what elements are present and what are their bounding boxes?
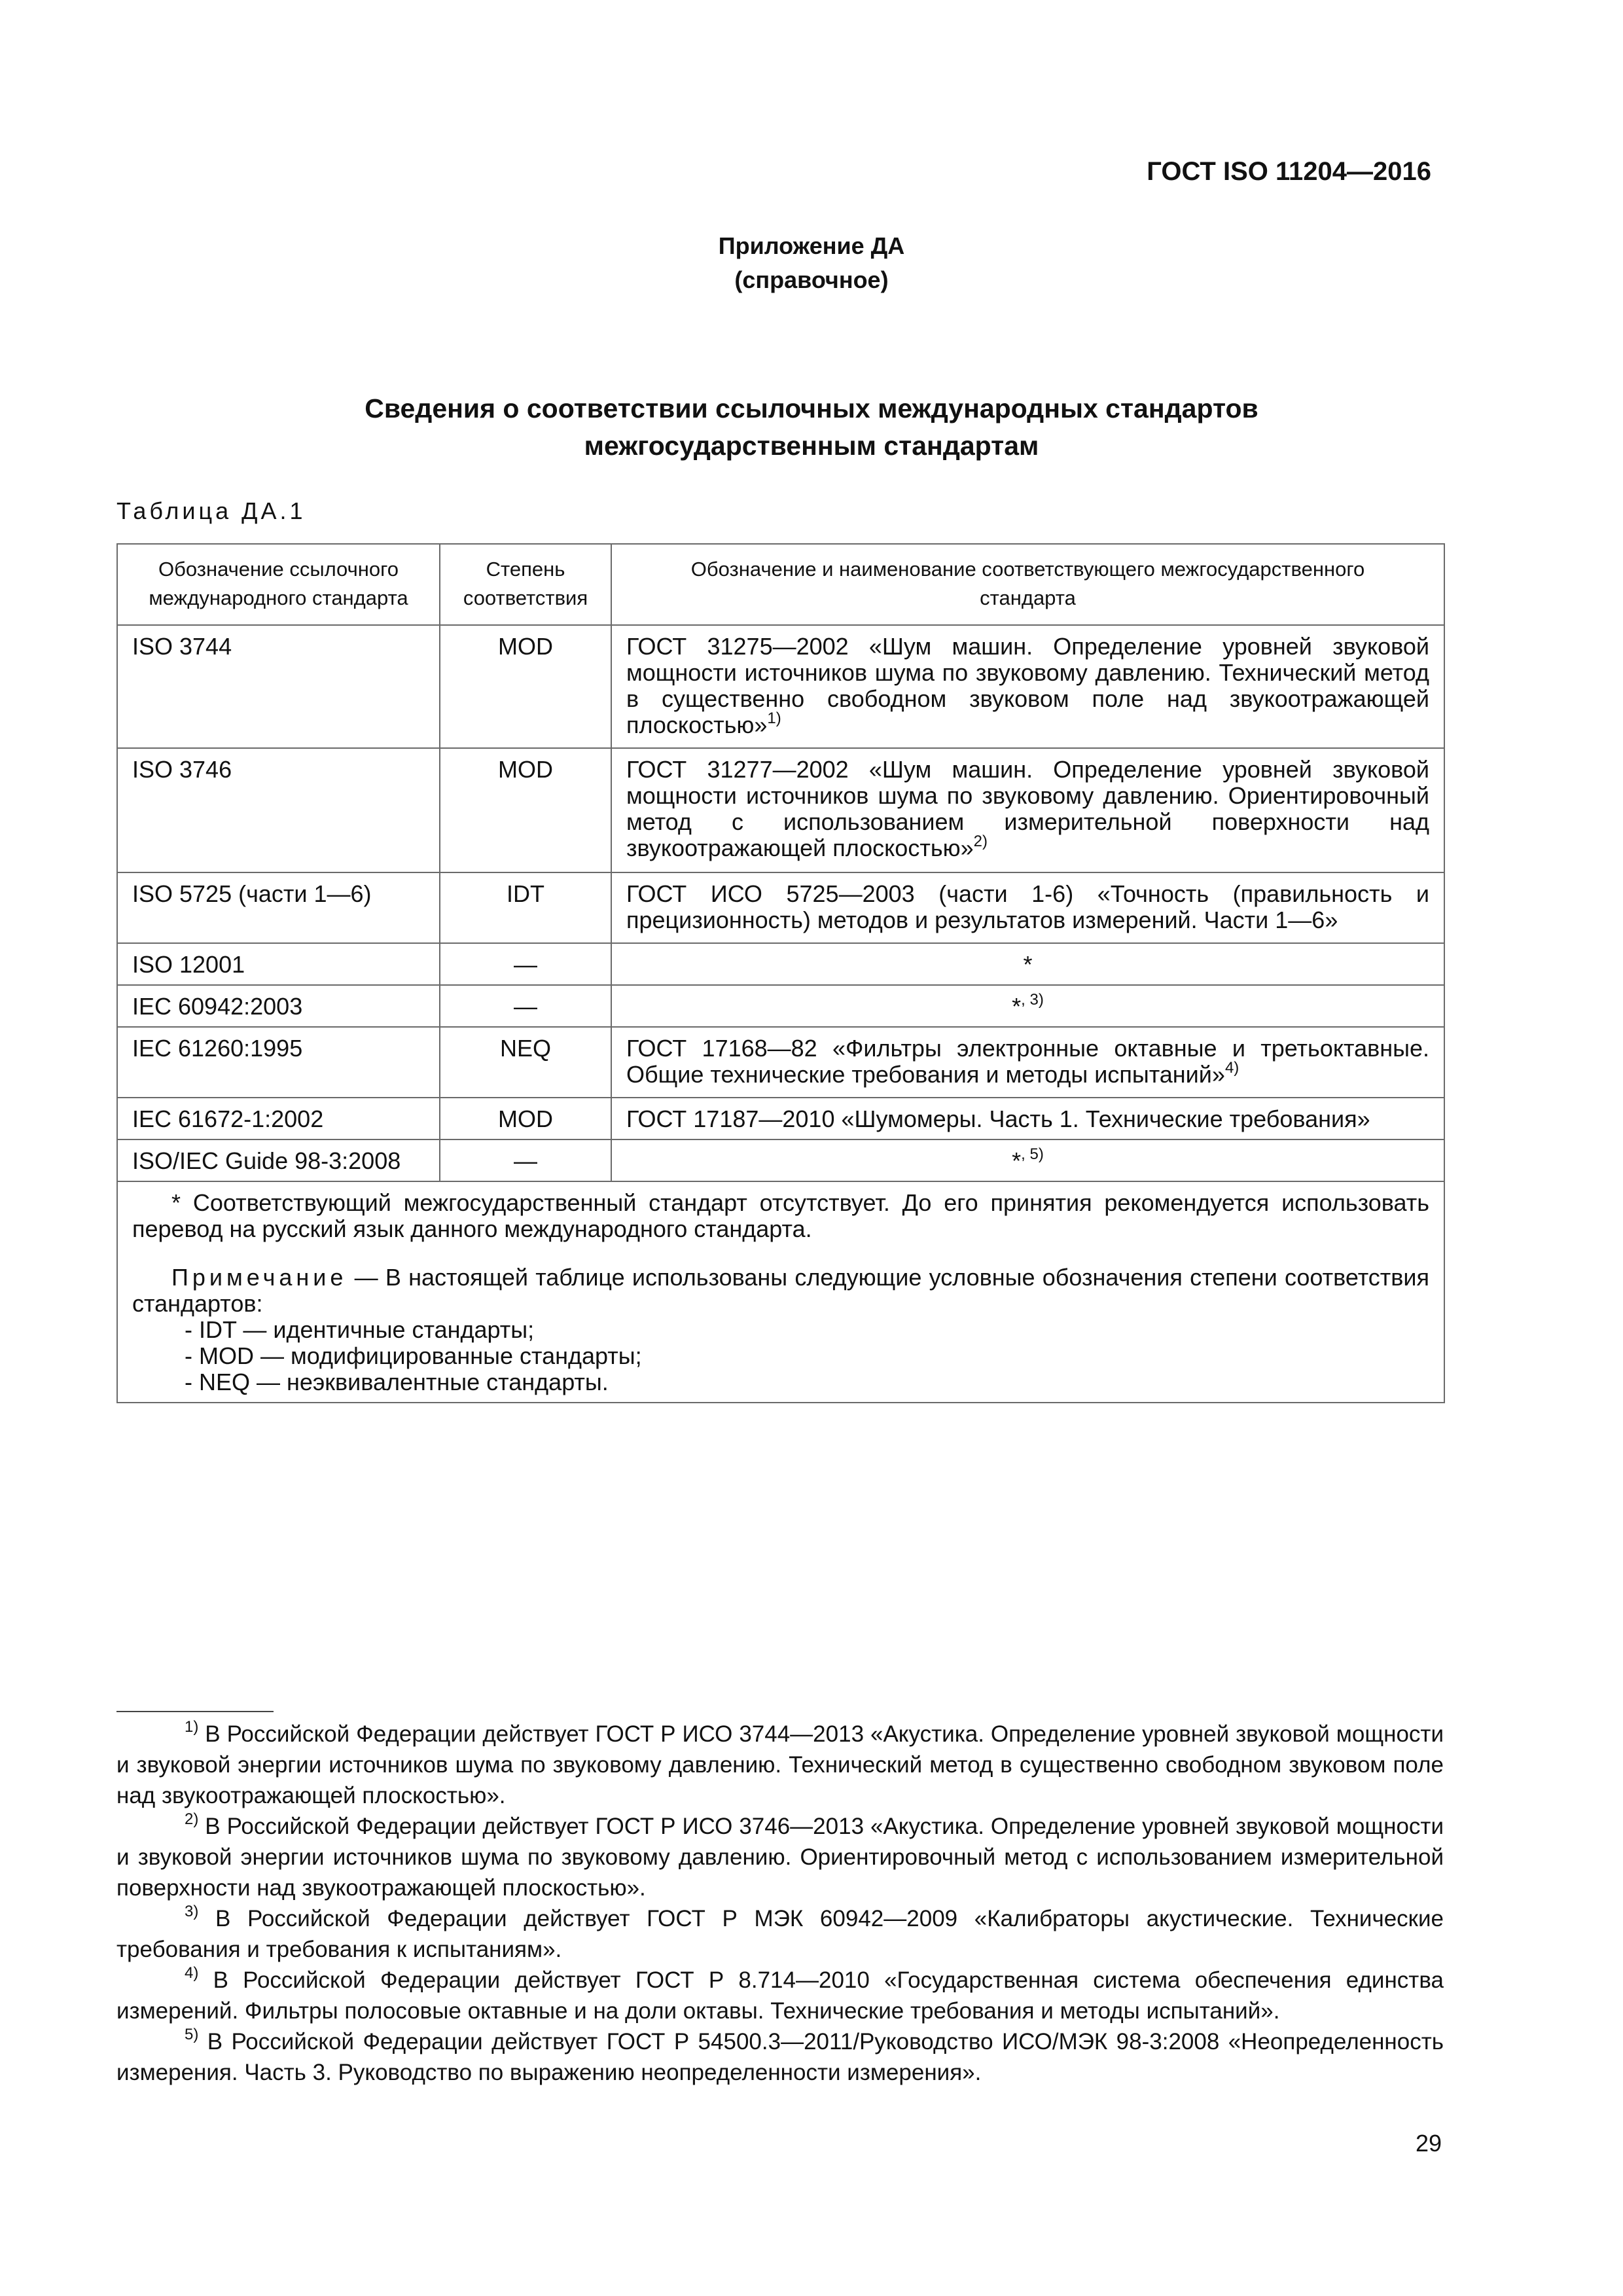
- reference-standard-cell: ISO 12001: [117, 943, 440, 985]
- footnote-mark: 3): [185, 1903, 199, 1921]
- main-title-line-2: межгосударственным стандартам: [584, 431, 1039, 461]
- table-caption: Таблица ДА.1: [116, 497, 306, 524]
- footnote-mark: 1): [185, 1718, 199, 1736]
- list-item: - IDT — идентичные стандарты;: [185, 1316, 535, 1343]
- footnote-ref: 1): [767, 709, 781, 727]
- table-notes: [117, 1181, 1444, 1403]
- standard-text: ГОСТ 31277—2002 «Шум машин. Определение уровней звуковой мощности источников шума по звуковому давлению. Ориентировочный метод с использованием измерительной поверхности над звукоотражающей плоскостью»: [626, 756, 1429, 861]
- header-reference-standard: [117, 544, 440, 625]
- footnote-text: В Российской Федерации действует ГОСТ Р ИСО 3746—2013 «Акустика. Определение уровней звуковой мощности и звуковой энергии источников шума по звуковому давлению. Ориентировочный метод с использованием измерительной поверхности над звукоотражающей плоскостью».: [116, 1814, 1444, 1901]
- interstate-standard-cell: [611, 1027, 1444, 1098]
- main-title-line-1: Сведения о соответствии ссылочных международных стандартов: [365, 393, 1258, 423]
- footnote-mark: 2): [185, 1810, 199, 1829]
- note-label: Примечание: [171, 1264, 348, 1291]
- standard-text: ГОСТ ИСО 5725—2003 (части 1-6) «Точность (правильность и прецизионность) методов и результатов измерений. Части 1—6»: [626, 880, 1429, 933]
- degree-cell: —: [440, 985, 611, 1027]
- star-footnote: * Соответствующий межгосударственный стандарт отсутствует. До его принятия рекомендуется использовать перевод на русский язык данного международного стандарта.: [132, 1189, 1429, 1242]
- footnote-text: В Российской Федерации действует ГОСТ Р МЭК 60942—2009 «Калибраторы акустические. Технические требования и требования к испытаниям».: [116, 1906, 1444, 1962]
- standard-text: *: [1012, 993, 1022, 1020]
- reference-standard-cell: IEC 61672-1:2002: [117, 1098, 440, 1139]
- header-col3-line1: Обозначение и наименование соответствующего межгосударственного: [690, 558, 1365, 581]
- footnote-ref: , 5): [1021, 1145, 1044, 1163]
- standard-text: ГОСТ 17187—2010 «Шумомеры. Часть 1. Технические требования»: [626, 1105, 1370, 1132]
- header-col2-line1: Степень: [486, 558, 565, 581]
- interstate-standard-cell: [611, 1139, 1444, 1181]
- degree-cell: MOD: [440, 1098, 611, 1139]
- table-notes-row: [117, 1181, 1444, 1403]
- reference-standard-cell: ISO/IEC Guide 98-3:2008: [117, 1139, 440, 1181]
- footnote-4: [116, 1965, 1444, 2026]
- degree-cell: IDT: [440, 872, 611, 943]
- note-paragraph: [132, 1265, 1429, 1317]
- interstate-standard-cell: [611, 1098, 1444, 1139]
- reference-standard-cell: ISO 3746: [117, 748, 440, 872]
- interstate-standard-cell: [611, 872, 1444, 943]
- standard-text: ГОСТ 17168—82 «Фильтры электронные октавные и третьоктавные. Общие технические требования и методы испытаний»: [626, 1035, 1429, 1088]
- footnote-3: [116, 1903, 1444, 1965]
- footnote-mark: 4): [185, 1964, 199, 1982]
- table-row: [117, 985, 1444, 1027]
- reference-standard-cell: ISO 3744: [117, 625, 440, 748]
- footnote-5: [116, 2026, 1444, 2088]
- interstate-standard-cell: [611, 985, 1444, 1027]
- footnote-text: В Российской Федерации действует ГОСТ Р ИСО 3744—2013 «Акустика. Определение уровней звуковой мощности и звуковой энергии источников шума по звуковому давлению. Технический метод в существенно свободном звуковом поле над звукоотражающей плоскостью».: [116, 1721, 1444, 1808]
- standard-text: ГОСТ 31275—2002 «Шум машин. Определение уровней звуковой мощности источников шума по звуковому давлению. Технический метод в существенно свободном звуковом поле над звукоотражающей плоскостью»: [626, 633, 1429, 738]
- table-row: [117, 1027, 1444, 1098]
- footnote-ref: , 3): [1021, 991, 1044, 1009]
- footnote-ref: 2): [973, 833, 988, 850]
- header-col2-line2: соответствия: [463, 586, 588, 609]
- table-row: [117, 872, 1444, 943]
- footnote-separator: [116, 1711, 274, 1712]
- reference-standard-cell: IEC 60942:2003: [117, 985, 440, 1027]
- reference-standard-cell: IEC 61260:1995: [117, 1027, 440, 1098]
- table-row: [117, 1098, 1444, 1139]
- standard-text: *: [1012, 1147, 1022, 1174]
- standards-table: [116, 543, 1445, 1403]
- header-col1-line2: международного стандарта: [149, 586, 408, 609]
- interstate-standard-cell: [611, 625, 1444, 748]
- interstate-standard-cell: [611, 748, 1444, 872]
- degree-cell: MOD: [440, 625, 611, 748]
- footnote-text: В Российской Федерации действует ГОСТ Р 8.714—2010 «Государственная система обеспечения единства измерений. Фильтры полосовые октавные и на доли октавы. Технические требования и методы испытаний».: [116, 1967, 1444, 2024]
- degree-cell: —: [440, 1139, 611, 1181]
- note-list: [132, 1317, 1429, 1395]
- footnotes: [116, 1719, 1444, 2088]
- header-col1-line1: Обозначение ссылочного: [158, 558, 399, 581]
- document-code: ГОСТ ISO 11204—2016: [1147, 157, 1431, 186]
- degree-cell: MOD: [440, 748, 611, 872]
- table-row: [117, 625, 1444, 748]
- footnote-2: [116, 1811, 1444, 1903]
- standard-text: *: [1023, 951, 1033, 978]
- page-number: 29: [1415, 2130, 1442, 2157]
- footnote-text: В Российской Федерации действует ГОСТ Р 54500.3—2011/Руководство ИСО/МЭК 98-3:2008 «Неопределенность измерения. Часть 3. Руководство по выражению неопределенности измерения».: [116, 2029, 1444, 2085]
- list-item: - MOD — модифицированные стандарты;: [185, 1342, 642, 1369]
- table-row: [117, 748, 1444, 872]
- footnote-ref: 4): [1224, 1059, 1240, 1077]
- degree-cell: NEQ: [440, 1027, 611, 1098]
- list-item: - NEQ — неэквивалентные стандарты.: [185, 1369, 609, 1395]
- header-interstate-standard: [611, 544, 1444, 625]
- table-row: [117, 943, 1444, 985]
- header-degree: [440, 544, 611, 625]
- interstate-standard-cell: [611, 943, 1444, 985]
- note-text: — В настоящей таблице использованы следующие условные обозначения степени соответствия стандартов:: [132, 1264, 1429, 1317]
- table-row: [117, 1139, 1444, 1181]
- reference-standard-cell: ISO 5725 (части 1—6): [117, 872, 440, 943]
- appendix-title: Приложение ДА: [718, 232, 905, 259]
- footnote-mark: 5): [185, 2026, 199, 2044]
- degree-cell: —: [440, 943, 611, 985]
- appendix-subtitle: (справочное): [734, 266, 889, 293]
- table-header-row: [117, 544, 1444, 625]
- footnote-1: [116, 1719, 1444, 1811]
- header-col3-line2: стандарта: [980, 586, 1076, 609]
